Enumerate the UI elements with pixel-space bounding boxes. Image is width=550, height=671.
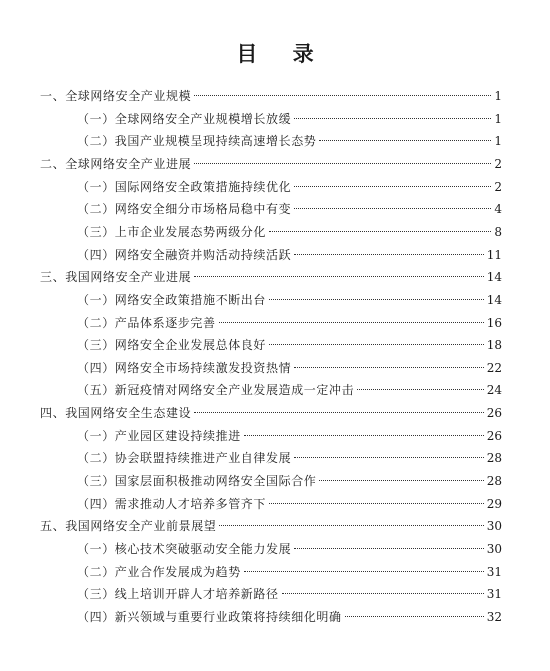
toc-page-number: 1 (494, 111, 502, 126)
toc-entry-text: （二）我国产业规模呈现持续高速增长态势 (77, 134, 317, 149)
toc-entry-text: 四、我国网络安全生态建设 (40, 406, 192, 421)
toc-page-number: 26 (486, 406, 502, 421)
toc-entry-text: （一）核心技术突破驱动安全能力发展 (77, 542, 292, 556)
dot-leader (269, 344, 484, 345)
dot-leader (345, 616, 484, 617)
toc-entry-text: （二）网络安全细分市场格局稳中有变 (77, 202, 292, 217)
toc-page-number: 14 (486, 292, 502, 307)
toc-entry-text: （二）协会联盟持续推进产业自律发展 (77, 451, 292, 466)
dot-leader (294, 208, 491, 209)
toc-page-number: 2 (494, 179, 502, 194)
toc-section-entry[interactable] (77, 313, 502, 333)
toc-entry-text: （一）国际网络安全政策措施持续优化 (77, 179, 292, 194)
dot-leader (244, 435, 484, 436)
toc-entry-text: （二）产品体系逐步完善 (77, 315, 216, 330)
dot-leader (194, 163, 491, 164)
dot-leader (319, 140, 491, 141)
toc-page-number: 14 (486, 270, 502, 285)
dot-leader (357, 389, 484, 390)
dot-leader (269, 299, 484, 300)
dot-leader (294, 118, 491, 119)
toc-page-number: 31 (486, 564, 502, 579)
toc-page-number: 11 (486, 247, 502, 262)
toc-section-entry[interactable] (77, 494, 502, 514)
toc-page-number: 31 (486, 587, 502, 602)
toc-section-entry[interactable] (77, 607, 502, 627)
toc-entry-text: （四）网络安全市场持续激发投资热情 (77, 360, 292, 375)
toc-entry-text: （三）上市企业发展态势两级分化 (77, 224, 267, 239)
toc-section-entry[interactable] (77, 426, 502, 446)
toc-page-number: 26 (486, 428, 502, 443)
toc-section-entry[interactable] (77, 290, 502, 310)
dot-leader (194, 412, 484, 413)
dot-leader (219, 322, 484, 323)
dot-leader (282, 593, 484, 594)
dot-leader (294, 367, 484, 368)
dot-leader (294, 457, 484, 458)
dot-leader (194, 95, 491, 96)
toc-entry-text: （四）需求推动人才培养多管齐下 (77, 496, 267, 511)
toc-page-number: 30 (486, 542, 502, 556)
toc-page-number: 24 (486, 383, 502, 398)
toc-entry-text: 二、全球网络安全产业进展 (40, 156, 192, 171)
toc-page-number: 4 (494, 202, 502, 217)
toc-chapter-entry[interactable] (40, 516, 502, 536)
toc-section-entry[interactable] (77, 380, 502, 400)
toc-entry-text: （五）新冠疫情对网络安全产业发展造成一定冲击 (77, 383, 355, 398)
toc-page-number: 1 (494, 134, 502, 149)
toc-entry-text: （三）国家层面积极推动网络安全国际合作 (77, 474, 317, 489)
toc-entry-text: （一）网络安全政策措施不断出台 (77, 292, 267, 307)
toc-page-number: 28 (486, 474, 502, 489)
toc-section-entry[interactable] (77, 177, 502, 197)
toc-page-number: 28 (486, 451, 502, 466)
dot-leader (294, 186, 491, 187)
toc-page-number: 22 (486, 360, 502, 375)
toc-entry-text: （四）网络安全融资并购活动持续活跃 (77, 247, 292, 262)
toc-page-number: 8 (494, 224, 502, 239)
toc-page-number: 1 (494, 89, 502, 103)
toc-chapter-entry[interactable] (40, 267, 502, 287)
toc-entry-text: 三、我国网络安全产业进展 (40, 270, 192, 285)
toc-entry-text: （一）全球网络安全产业规模增长放缓 (77, 111, 292, 126)
toc-section-entry[interactable] (77, 584, 502, 604)
toc-section-entry[interactable] (77, 245, 502, 265)
toc-section-entry[interactable] (77, 471, 502, 491)
dot-leader (244, 571, 484, 572)
toc-section-entry[interactable] (77, 199, 502, 219)
toc-section-entry[interactable] (77, 222, 502, 242)
toc-section-entry[interactable] (77, 539, 502, 559)
toc-page-number: 29 (486, 496, 502, 511)
toc-entry-text: 一、全球网络安全产业规模 (40, 89, 192, 103)
toc-entry-text: （四）新兴领域与重要行业政策将持续细化明确 (77, 609, 342, 624)
toc-section-entry[interactable] (77, 448, 502, 468)
toc-section-entry[interactable] (77, 109, 502, 129)
dot-leader (294, 548, 484, 549)
toc-page-number: 16 (486, 315, 502, 330)
toc-section-entry[interactable] (77, 358, 502, 378)
toc-section-entry[interactable] (77, 131, 502, 151)
dot-leader (269, 503, 484, 504)
toc-section-entry[interactable] (77, 562, 502, 582)
toc-page-number: 30 (486, 519, 502, 534)
toc-entry-text: （一）产业园区建设持续推进 (77, 428, 241, 443)
toc-section-entry[interactable] (77, 335, 502, 355)
toc-entry-text: （三）线上培训开辟人才培养新路径 (77, 587, 279, 602)
toc-page-number: 32 (486, 609, 502, 624)
toc-chapter-entry[interactable] (40, 403, 502, 423)
toc-entry-text: （三）网络安全企业发展总体良好 (77, 338, 267, 353)
dot-leader (269, 231, 491, 232)
page-title: 目 录 (236, 42, 328, 66)
toc-chapter-entry[interactable] (40, 154, 502, 174)
dot-leader (294, 254, 484, 255)
toc-page-number: 18 (486, 338, 502, 353)
toc-entry-text: （二）产业合作发展成为趋势 (77, 564, 241, 579)
toc-page-number: 2 (494, 156, 502, 171)
toc-entry-text: 五、我国网络安全产业前景展望 (40, 519, 217, 534)
dot-leader (194, 276, 484, 277)
toc-chapter-entry[interactable] (40, 86, 502, 106)
dot-leader (319, 480, 483, 481)
dot-leader (219, 525, 483, 526)
